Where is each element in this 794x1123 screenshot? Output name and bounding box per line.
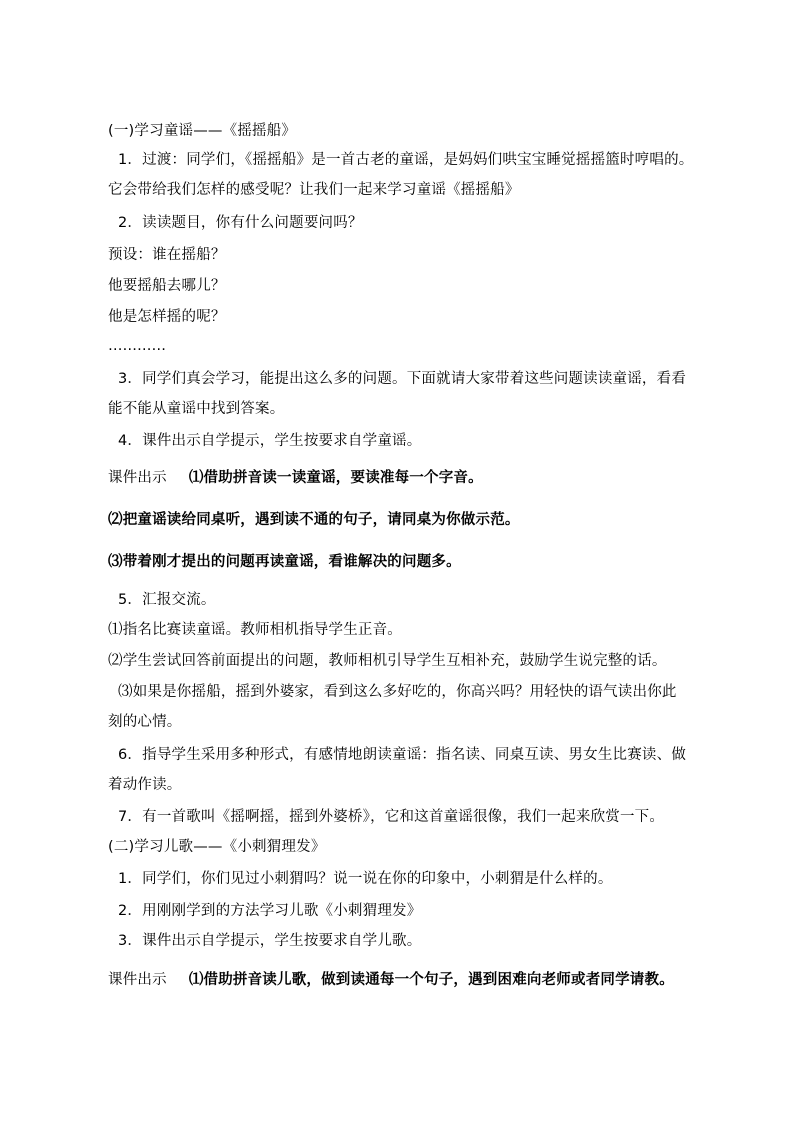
courseware-label-1: 课件出示 <box>108 470 167 486</box>
preset-line-1: 预设：谁在摇船？ <box>108 247 226 263</box>
section-heading-2: (二)学习儿歌——《小刺猬理发》 <box>108 839 326 855</box>
paragraph-2: 2．读读题目，你有什么问题要问吗？ <box>118 215 363 231</box>
paragraph-5-item-3-line-2: 刻的心情。 <box>108 714 182 730</box>
courseware-item-4: ⑴借助拼音读儿歌，做到读通每一个句子，遇到困难向老师或者同学请教。 <box>188 972 674 988</box>
paragraph-6-line-1: 6．指导学生采用多种形式，有感情地朗读童谣：指名读、同桌互读、男女生比赛读、做 <box>118 747 687 763</box>
paragraph-7: 7．有一首歌叫《摇啊摇，摇到外婆桥》，它和这首童谣很像，我们一起来欣赏一下。 <box>118 809 665 825</box>
paragraph-3-line-1: 3．同学们真会学习，能提出这么多的问题。下面就请大家带着这些问题读读童谣，看看 <box>118 371 687 387</box>
section-2-paragraph-3: 3．课件出示自学提示，学生按要求自学儿歌。 <box>118 933 422 949</box>
paragraph-6-line-2: 着动作读。 <box>108 777 182 793</box>
courseware-item-3: ⑶带着刚才提出的问题再读童谣，看谁解决的问题多。 <box>108 554 461 570</box>
courseware-block-2 <box>108 971 748 989</box>
preset-line-2: 他要摇船去哪儿？ <box>108 278 226 294</box>
courseware-item-2: ⑵把童谣读给同桌听，遇到读不通的句子，请同桌为你做示范。 <box>108 512 520 528</box>
paragraph-5-item-1: ⑴指名比赛读童谣。教师相机指导学生正音。 <box>108 622 402 638</box>
paragraph-1-line-1: 1．过渡：同学们，《摇摇船》是一首古老的童谣，是妈妈们哄宝宝睡觉摇摇篮时哼唱的。 <box>118 152 694 168</box>
paragraph-5: 5．汇报交流。 <box>118 592 216 608</box>
paragraph-5-item-3-line-1: ⑶如果是你摇船，摇到外婆家，看到这么多好吃的，你高兴吗？用轻快的语气读出你此 <box>118 684 677 700</box>
paragraph-5-item-2: ⑵学生尝试回答前面提出的问题，教师相机引导学生互相补充，鼓励学生说完整的话。 <box>108 653 667 669</box>
ellipsis-line: ………… <box>108 338 166 354</box>
preset-line-3: 他是怎样摇的呢？ <box>108 309 226 325</box>
courseware-item-1: ⑴借助拼音读一读童谣，要读准每一个字音。 <box>188 470 483 486</box>
courseware-label-2: 课件出示 <box>108 972 167 988</box>
section-heading-1: (一)学习童谣——《摇摇船》 <box>108 123 297 139</box>
section-2-paragraph-2: 2．用刚刚学到的方法学习儿歌《小刺猬理发》 <box>118 903 422 919</box>
section-2-paragraph-1: 1．同学们，你们见过小刺猬吗？说一说在你的印象中，小刺猬是什么样的。 <box>118 871 613 887</box>
paragraph-1-line-2: 它会带给我们怎样的感受呢？让我们一起来学习童谣《摇摇船》 <box>108 182 520 198</box>
paragraph-3-line-2: 能不能从童谣中找到答案。 <box>108 401 285 417</box>
courseware-block-1 <box>108 469 748 487</box>
paragraph-4: 4．课件出示自学提示，学生按要求自学童谣。 <box>118 433 422 449</box>
